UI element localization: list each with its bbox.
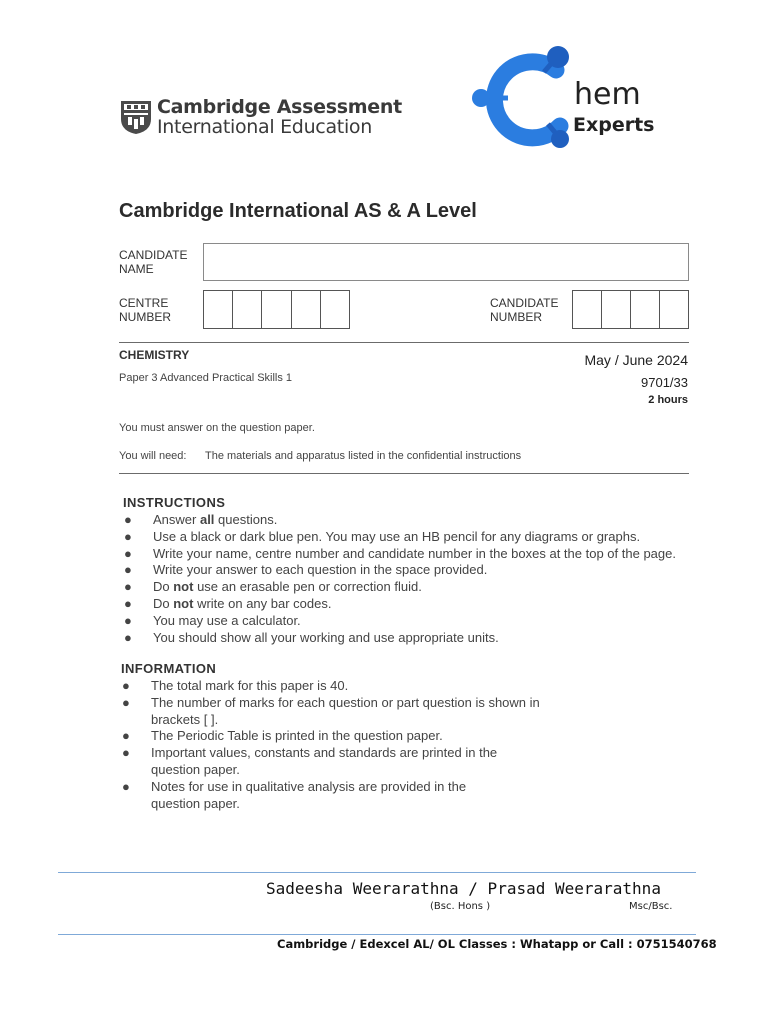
list-item-continuation: brackets [ ]. [151,711,219,727]
information-list [122,678,540,812]
brand-logo-tagline: Experts [573,114,655,136]
brand-logo-word: hem [574,77,641,112]
centre-number-cell[interactable] [233,291,262,328]
list-item: ● Answer all questions. [124,512,278,527]
instructions-list [124,512,676,646]
candidate-name-label: CANDIDATE NAME [119,248,188,276]
list-item: ● The Periodic Table is printed in the question paper. [122,728,443,744]
candidate-number-boxes[interactable] [572,290,689,329]
candidate-number-cell[interactable] [660,291,688,328]
centre-number-cell[interactable] [262,291,291,328]
teacher-qualification-2: Msc/Bsc. [629,901,673,912]
materials-text: The materials and apparatus listed in the confidential instructions [205,450,522,462]
instructions-heading: INSTRUCTIONS [123,495,226,510]
list-item: ● Do not use an erasable pen or correction fluid. [124,579,422,595]
candidate-number-cell[interactable] [602,291,631,328]
footer-divider-top [58,872,696,873]
list-item-continuation: question paper. [151,761,240,777]
list-item: ● You may use a calculator. [124,612,301,628]
footer-divider-bottom [58,934,696,935]
materials-label: You will need: [119,450,187,462]
answer-note: You must answer on the question paper. [119,422,315,434]
list-item: ● Write your answer to each question in the space provided. [124,562,488,578]
centre-number-cell[interactable] [204,291,233,328]
list-item: ● Important values, constants and standards are printed in the [122,745,498,761]
page-title: Cambridge International AS & A Level [119,200,477,222]
divider-bottom [119,473,689,474]
divider-top [119,342,689,343]
list-item: ● You should show all your working and use appropriate units. [124,629,499,645]
list-item: ● The number of marks for each question or part question is shown in [122,694,540,710]
paper-code: 9701/33 [641,375,688,390]
list-item: ● Do not write on any bar codes. [124,595,332,611]
subject-name: CHEMISTRY [119,348,190,362]
paper-name: Paper 3 Advanced Practical Skills 1 [119,372,293,384]
board-logo-line2: International Education [157,116,372,138]
candidate-number-cell[interactable] [573,291,602,328]
cambridge-crest-icon [119,99,153,135]
list-item-continuation: question paper. [151,795,240,811]
exam-duration: 2 hours [648,394,688,406]
teacher-names: Sadeesha Weerarathna / Prasad Weerarathna [266,879,661,898]
candidate-number-label: CANDIDATE NUMBER [490,296,559,324]
centre-number-boxes[interactable] [203,290,350,329]
teacher-qualification-1: (Bsc. Hons ) [430,901,491,912]
list-item: ● Write your name, centre number and candidate number in the boxes at the top of the page. [124,545,676,561]
exam-session: May / June 2024 [584,352,688,368]
list-item: ● Notes for use in qualitative analysis are provided in the [122,778,467,794]
centre-number-cell[interactable] [321,291,349,328]
list-item: ● Use a black or dark blue pen. You may use an HB pencil for any diagrams or graphs. [124,528,641,544]
list-item: ● The total mark for this paper is 40. [122,678,349,693]
contact-info: Cambridge / Edexcel AL/ OL Classes : Whatapp or Call : 0751540768 [277,937,717,951]
centre-number-label: CENTRE NUMBER [119,296,172,324]
candidate-name-box[interactable] [203,243,689,281]
information-heading: INFORMATION [121,661,217,676]
centre-number-cell[interactable] [292,291,321,328]
board-logo-line1: Cambridge Assessment [157,96,402,118]
candidate-number-cell[interactable] [631,291,660,328]
